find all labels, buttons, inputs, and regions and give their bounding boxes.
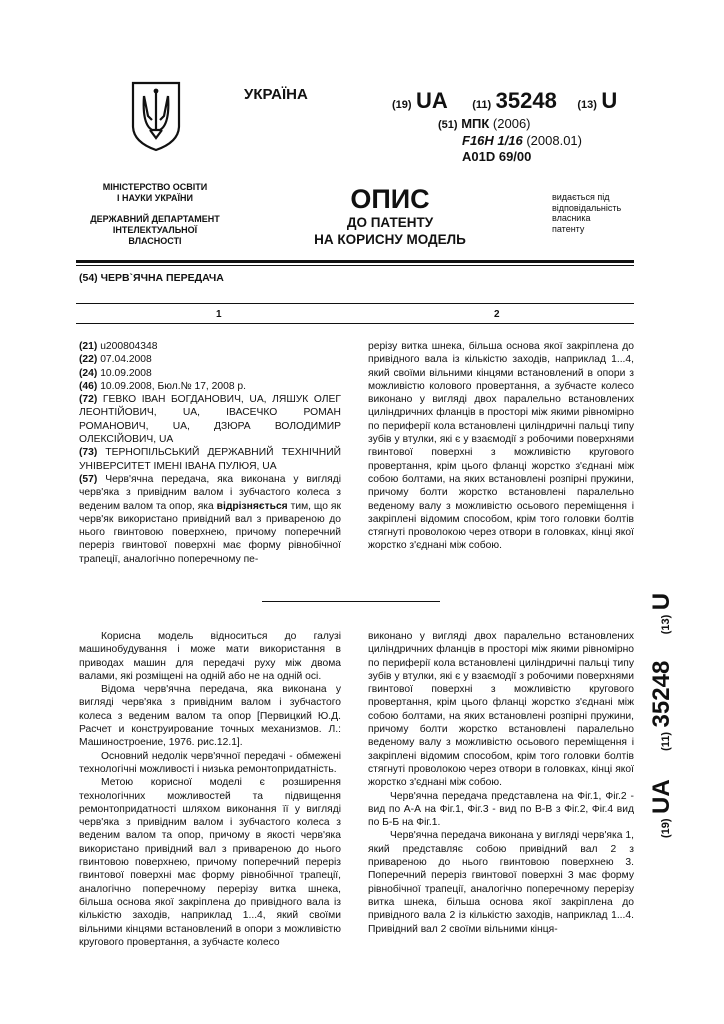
description-column-1 [79,630,341,949]
note-line-4: патенту [552,223,585,234]
description-paragraph: Метою корисної моделі є розширення технологічних можливостей та підвищення ремонтопридатності шляхом виконання її у вигляді черв'яка з привідним валом і зубчастого колеса з веденим валом та опор, причому в якості черв'яка використано привідний вал з привареною до нього гвинтовою поверхнею, причому поперечний переріз гвинтової поверхні має форму рівнобічної трапеції, аналогічно поперечному перерізу витка шнека, більша основа якої закріплена до привідного вала із кількістю заходів, наприклад 1...4, який своїми вільними кінцями встановлений в опори з можливістю кругового провертання, а зубчасте колесо [79,777,341,948]
country-name: УКРАЇНА [244,86,308,103]
description-paragraph: Корисна модель відноситься до галузі машинобудування і може мати використання в приводах машин для передачі руху між двома валами, які розміщені на одній або не на одній осі. [79,631,341,682]
separator-rule [262,601,440,602]
document-subtitle-1: ДО ПАТЕНТУ [346,215,434,230]
claim-continuation-text: рерізу витка шнека, більша основа якої закріплена до привідного вала із кількістю заходів, наприклад 1...4, який своїми вільними кінцями встановлений в опори з можливістю колового провертання, а зубчасте колесо виконано у вигляді двох паралельно встановлених циліндричних фланців в просторі між якими рівномірно по периферії кола встановлені циліндричні пальці типу зубів у втулки, які є у взаємодії з робочими поверхнями гвинтової поверхні з можливістю кругового провертання, крім цього фланці жорстко з'єднані між собою болтами, на яких встановлені розпірні пружини, причому болти жорстко встановлені паралельно веденому валу з можливістю осьового переміщення і закріплені відомим способом, крім того головки болтів стягнуті проволокою через отвори в головках, кінці якої жорстко з'єднані між собою. [368,341,634,552]
description-paragraph: Відома черв'ячна передача, яка виконана у вигляді черв'яка з привідним валом і зубчастого колеса з веденим валом та опор [Первицкий Ю.Д. Расчет и конструирование точных механизмов. Л.: Машиностроение, 1976. рис.12.1]. [79,684,341,749]
column-number-1: 1 [216,309,222,320]
header-rule-thick [76,260,634,263]
field-57-claim: (57) Черв'ячна передача, яка виконана у вигляді черв'яка з привідним валом і зубчастого колеса з веденим валом та опор, яка відрізняється тим, що як черв'як використано привідний вал з привареною до нього гвинтовою поверхнею, причому поперечний переріз гвинтової поверхні має форму рівнобічної трапеції, аналогічно поперечному пе- [79,473,341,565]
document-subtitle-2: НА КОРИСНУ МОДЕЛЬ [314,232,466,247]
description-paragraph: Черв'ячна передача представлена на Фіг.1, Фіг.2 - вид по А-А на Фіг.1, Фіг.3 - вид по В-В з Фіг.2, Фіг.4 вид по Б-Б на Фіг.1. [368,790,634,829]
ipc-class-2: A01D 69/00 [462,149,532,164]
ipc-class-line [438,133,582,149]
description-paragraph: Основний недолік черв'ячної передачі - обмежені технологічні можливості і низька ремонтопридатність. [79,750,341,775]
inid-51: (51) [438,119,458,131]
patent-code-row [392,88,617,114]
department-line-3: ВЛАСНОСТІ [128,236,182,246]
department-line-2: ІНТЕЛЕКТУАЛЬНОЇ [112,225,198,235]
column-rule [76,323,634,324]
bibliographic-data [79,340,341,566]
description-paragraph: виконано у вигляді двох паралельно встановлених циліндричних фланців в просторі між якими рівномірно по периферії кола встановлені циліндричні пальці типу зубів у втулки, які є у взаємодії з робочими поверхнями гвинтової поверхні з можливістю кругового провертання, крім цього фланці жорстко з'єднані між собою болтами, на яких встановлені розпірні пружини, причому болти жорстко встановлені паралельно веденому валу з можливістю осьового переміщення і закріплені відомим способом, крім того головки болтів стягнуті проволокою через отвори в головках, кінці якої жорстко з'єднані між собою. [368,631,634,789]
ipc-block [438,116,582,165]
ipc-class-1-date: (2008.01) [526,133,582,148]
field-72-inventors: (72) ГЕВКО ІВАН БОГДАНОВИЧ, UA, ЛЯШУК ОЛЕГ ЛЕОНТІЙОВИЧ, UA, ІВАСЕЧКО РОМАН РОМАНОВИЧ, UA, ДЗЮРА ВОЛОДИМИР ОЛЕКСІЙОВИЧ, UA [79,394,341,446]
document-title: ОПИС [350,184,430,214]
ministry-line-2: І НАУКИ УКРАЇНИ [117,193,193,203]
document-title-block [290,184,490,248]
country-code: UA [416,88,448,113]
column-number-2: 2 [494,309,500,320]
field-22: (22) 07.04.2008 [79,354,152,366]
ipc-line [438,116,582,133]
patent-number: 35248 [495,88,557,113]
field-73-owner: (73) ТЕРНОПІЛЬСЬКИЙ ДЕРЖАВНИЙ ТЕХНІЧНИЙ УНІВЕРСИТЕТ ІМЕНІ ІВАНА ПУЛЮЯ, UA [79,447,341,472]
invention-title: (54) ЧЕРВ`ЯЧНА ПЕРЕДАЧА [79,272,224,284]
ministry-block [80,182,230,247]
inid-11: (11) [472,99,492,111]
title-rule [76,303,634,304]
vertical-patent-code: (19) UA (11) 35248 (13) U [648,592,675,838]
department-line-1: ДЕРЖАВНИЙ ДЕПАРТАМЕНТ [90,214,220,224]
inid-19: (19) [392,99,412,111]
description-paragraph: Черв'ячна передача виконана у вигляді черв'яка 1, який представляє собою привідний вал 2 з привареною до нього гвинтовою поверхнею 3. Поперечний переріз гвинтової поверхні 3 має форму рівнобічної трапеції, аналогічно поперечному перерізу витка шнека, більша основа якої закріплена до привідного вала 2 із кількістю заходів, наприклад 1...4. Привідний вал 2 своїми вільними кінця- [368,830,634,935]
ipc-year: (2006) [492,116,531,131]
claim-continuation [368,340,634,553]
ipc-class-1: F16H 1/16 [462,133,523,148]
field-46: (46) 10.09.2008, Бюл.№ 17, 2008 р. [79,380,247,392]
header-rule-thin [76,265,634,266]
inid-13: (13) [577,99,597,111]
kind-code: U [601,88,618,113]
responsibility-note [552,192,621,234]
field-21: (21) u200804348 [79,341,158,352]
field-24: (24) 10.09.2008 [79,367,152,379]
ministry-line-1: МІНІСТЕРСТВО ОСВІТИ [102,182,208,192]
note-line-1: видається під [552,192,610,202]
coat-of-arms-icon [130,80,182,152]
note-line-3: власника [552,213,591,223]
note-line-2: відповідальність [552,202,622,213]
description-column-2 [368,630,634,936]
ipc-label: МПК [461,116,490,131]
